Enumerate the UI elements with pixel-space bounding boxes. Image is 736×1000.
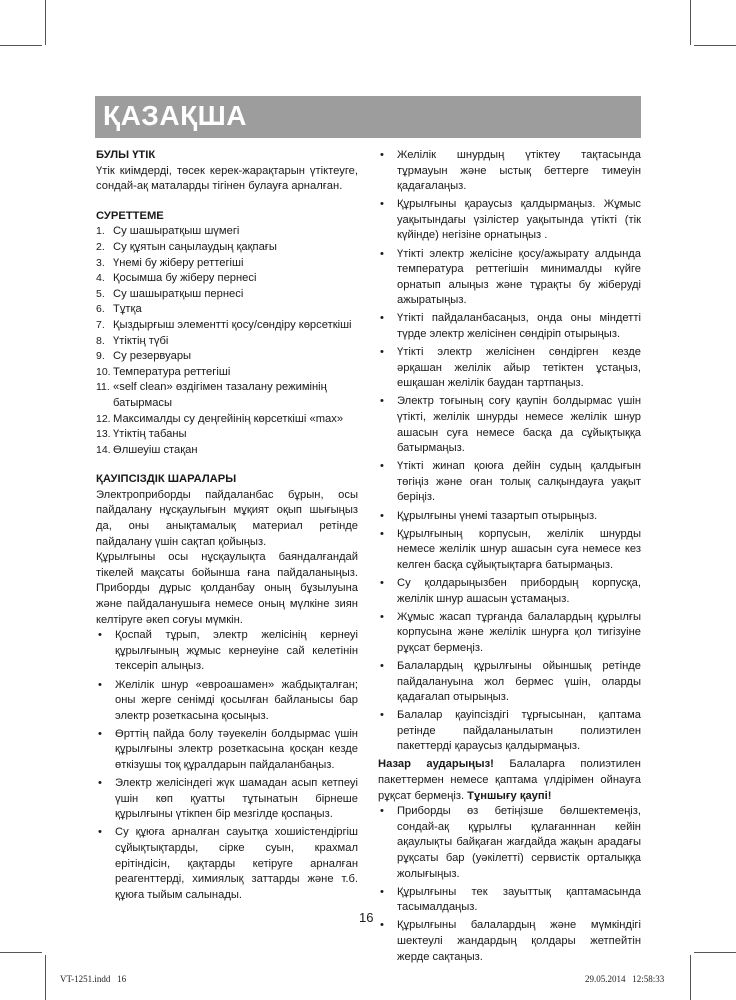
crop-mark xyxy=(690,0,691,45)
intro-heading: БУЛЫ ҮТІК xyxy=(96,149,156,161)
list-item: 2. Су құятын саңылаудың қақпағы xyxy=(96,240,277,253)
list-item: 12. Максималды су деңгейінің көрсеткіші «max» xyxy=(96,412,344,425)
list-item: • Қоспай тұрып, электр желісінің кернеуі құрылғының жұмыс кернеуіне сай келетінін тексеріп алыңыз. xyxy=(96,628,358,675)
list-item: 11. «self clean» өздігімен тазалану режимінің батырмасы xyxy=(96,381,327,409)
list-item: • Жұмыс жасап тұрғанда балалардың құрылғы корпусына және желілік шнурға қол тигізуіне рұқсат бермеңіз. xyxy=(378,610,641,657)
attention-text: Балаларға полиэтилен пакеттермен немесе қаптама үлдірімен ойнауға рұқсат бермеңіз. xyxy=(378,758,641,802)
list-item: 1. Су шашыратқыш шүмегі xyxy=(96,225,240,238)
list-item: • Құрылғының корпусын, желілік шнурды немесе желілік шнур ашасын суға немесе кез келген басқа сұйықтықтарға батырмаңыз. xyxy=(378,527,641,574)
list-item: 5. Су шашыратқыш пернесі xyxy=(96,287,244,300)
right-column xyxy=(378,148,641,968)
description-heading: СУРЕТТЕМЕ xyxy=(96,209,164,222)
crop-mark xyxy=(690,955,691,1000)
list-item: • Балалардың құрылғыны ойыншық ретінде пайдалануына жол бермес үшін, оларды қадағалап отырыңыз. xyxy=(378,659,641,706)
intro-text: Үтік киімдерді, төсек керек-жарақтарын үтіктеуге, сондай-ақ маталарды тігінен булауға арналған. xyxy=(96,164,358,193)
parts-list xyxy=(96,224,358,458)
list-item: 6. Тұтқа xyxy=(96,303,142,316)
safety-heading: ҚАУІПСІЗДІК ШАРАЛАРЫ xyxy=(96,473,237,486)
list-item: • Желілік шнурдың үтіктеу тақтасында тұрмауын және ыстық беттерге тимеуін қадағалаңыз. xyxy=(378,148,641,195)
list-item: • Балалар қауіпсіздігі тұрғысынан, қаптама ретінде пайдаланылатын полиэтилен пакеттерді қараусыз қалдырмаңыз. xyxy=(378,708,641,755)
list-item: • Үтікті жинап қоюға дейін судың қалдығын төгіңіз және оған толық салқындауға уақыт беріңіз. xyxy=(378,459,641,506)
attention-label: Назар аударыңыз! xyxy=(378,758,494,771)
list-item: 8. Үтіктің түбі xyxy=(96,334,169,347)
list-item: • Электр тоғының соғу қаупін болдырмас үшін үтікті, желілік шнурды немесе желілік шнур ашасын суға немесе басқа да сұйықтыққа батырмаңыз. xyxy=(378,394,641,456)
list-item: 9. Су резервуары xyxy=(96,350,192,363)
footer-timestamp: 29.05.2014 12:58:33 xyxy=(585,974,665,984)
list-item: • Су қолдарыңызбен прибордың корпусқа, желілік шнур ашасын ұстамаңыз. xyxy=(378,576,641,607)
list-item: 3. Үнемі бу жіберу реттегіші xyxy=(96,256,244,269)
list-item: • Үтікті электр желісіне қосу/ажырату алдында температура реттегішін минималды күйге орнатып алыңыз және тұрақты бу жіберуді ажыратыңыз. xyxy=(378,247,641,309)
safety-paragraph: Электроприборды пайдаланбас бұрын, осы пайдалану нұсқаулығын мұқият оқып шығыңыз да, оны анықтамалық материал ретінде пайдалану үшін сақтап қойыңыз. xyxy=(96,488,358,548)
list-item: • Су құюға арналған сауытқа хошиістендіргіш сұйықтықтарды, сірке суын, крахмал ерітіндісін, қақтарды кетіруге арналған реагенттерді, химиялық заттарды және т.б. құюға тыйым салынады. xyxy=(96,825,358,903)
crop-mark xyxy=(45,0,46,45)
page-number: 16 xyxy=(359,910,374,925)
crop-mark xyxy=(694,952,736,953)
attention-paragraph xyxy=(378,757,641,804)
language-banner xyxy=(95,96,641,138)
crop-mark xyxy=(45,955,46,1000)
list-item: 7. Қыздырғыш элементті қосу/сөндіру көрсеткіші xyxy=(96,318,352,331)
list-item: • Құрылғыны балалардың және мүмкіндігі шектеулі жандардың қолдары жетпейтін жерде сақтаңыз. xyxy=(378,918,641,965)
crop-mark xyxy=(0,45,42,46)
list-item: • Құрылғыны үнемі тазартып отырыңыз. xyxy=(378,509,641,525)
list-item: • Электр желісіндегі жүк шамадан асып кетпеуі үшін көп қуатты тұтынатын бірнеше құрылғыны үтікпен бір мезгілде қоспаңыз. xyxy=(96,776,358,823)
list-item: 14. Өлшеуіш стақан xyxy=(96,443,198,456)
list-item: • Приборды өз бетіңізше бөлшектемеңіз, сондай-ақ құрылғы құлағанннан кейін ақаулықты байқаған жағдайда жақын арадағы рұқсаты бар (уәкілетті) сервистік орталыққа жолығыңыз. xyxy=(378,804,641,882)
list-item: • Желілік шнур «евроашамен» жабдықталған; оны жерге сенімді қосылған байланысы бар электр розеткасына қосыңыз. xyxy=(96,678,358,725)
danger-label: Тұншығу қаупі! xyxy=(467,789,552,802)
safety-list-right xyxy=(378,148,641,755)
safety-paragraph: Құрылғыны осы нұсқаулықта баяндалғандай тікелей мақсаты бойынша ғана пайдаланыңыз. Приборды дұрыс қолданбау оның бұзылуына және пайдаланушыға немесе оның мүлкіне зиян келтіруге әкеп соғуы мүмкін. xyxy=(96,551,358,626)
list-item: • Үтікті электр желісінен сөндірген кезде әрқашан желілік айыр тетіктен ұстаңыз, ешқашан желілік баудан тартпаңыз. xyxy=(378,345,641,392)
list-item: • Құрылғыны тек зауыттық қаптамасында тасымалдаңыз. xyxy=(378,885,641,916)
list-item: 13. Үтіктің табаны xyxy=(96,428,187,441)
list-item: • Құрылғыны қараусыз қалдырмаңыз. Жұмыс уақытындағы үзілістер уақытында үтікті (тік күйінде) негізіне орнатыңыз . xyxy=(378,197,641,244)
crop-mark xyxy=(694,45,736,46)
list-item: 4. Қосымша бу жіберу пернесі xyxy=(96,272,257,285)
safety-list-left xyxy=(96,628,358,903)
banner-title: ҚАЗАҚША xyxy=(103,100,248,131)
list-item: • Өрттің пайда болу тәуекелін болдырмас үшін құрылғыны электр розеткасына қосқан кезде өткізушы тоқ құралдарын пайдаланбаңыз. xyxy=(96,727,358,774)
left-column xyxy=(96,148,358,906)
safety-list-final xyxy=(378,804,641,965)
list-item: 10. Температура реттегіші xyxy=(96,365,231,378)
list-item: • Үтікті пайдаланбасаңыз, онда оны міндетті түрде электр желісінен сөндіріп отырыңыз. xyxy=(378,311,641,342)
crop-mark xyxy=(0,952,42,953)
footer-file: VT-1251.indd 16 xyxy=(60,974,127,984)
